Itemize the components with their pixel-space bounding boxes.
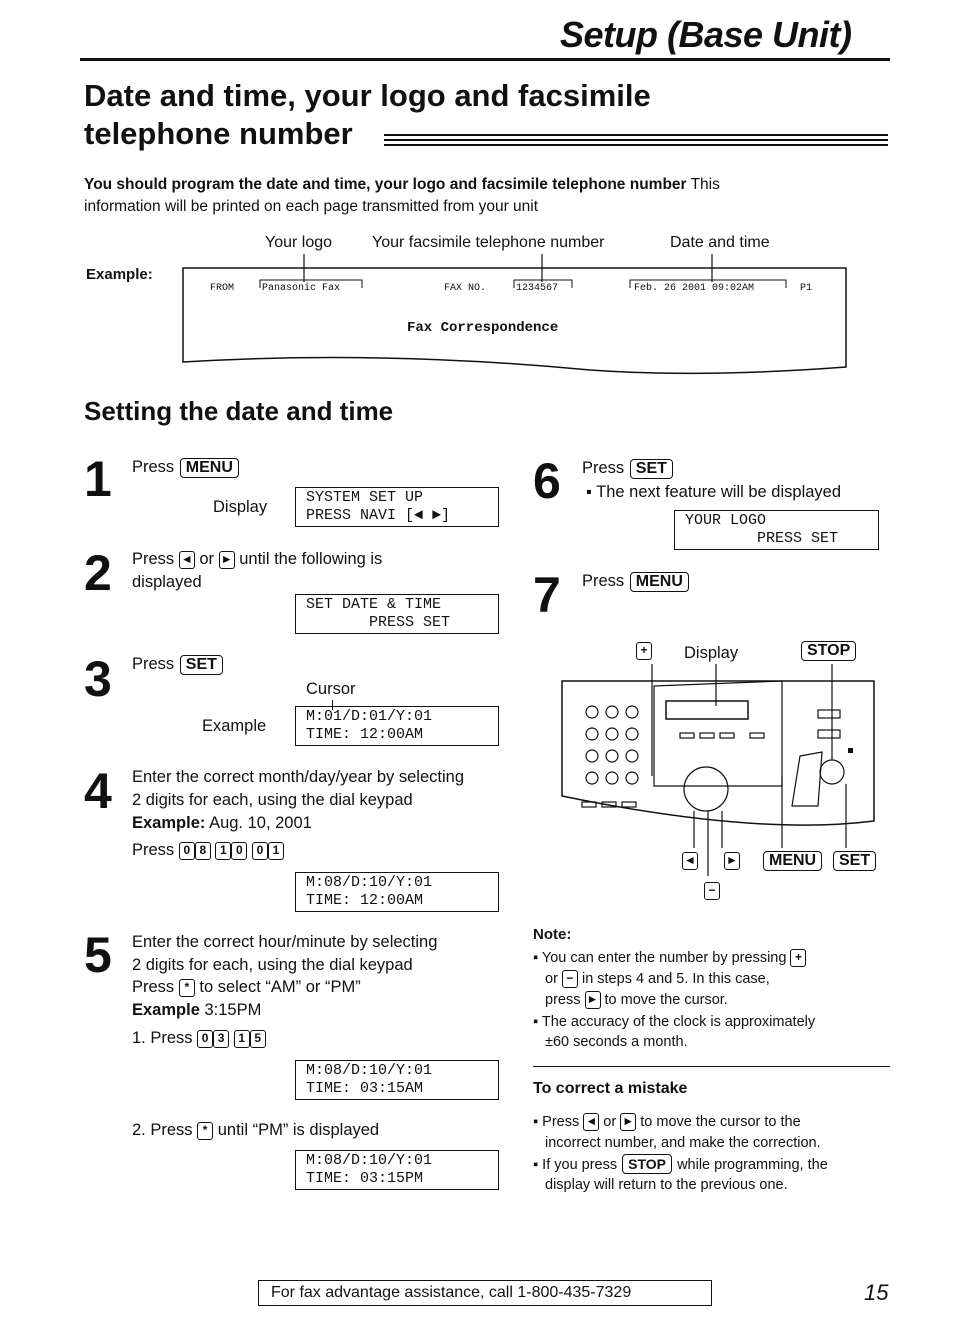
title-double-rule: [384, 134, 888, 146]
star-key-icon: *: [197, 1122, 213, 1140]
step4-lcd: M:08/D:10/Y:01 TIME: 12:00AM: [295, 872, 499, 912]
note1-e: to move the cursor.: [604, 992, 728, 1008]
step4-ex-bold: Example:: [132, 814, 206, 832]
example-body: Fax Correspondence: [407, 320, 559, 336]
step1-lcd: SYSTEM SET UP PRESS NAVI [◄ ►]: [295, 487, 499, 527]
minus-key-icon: −: [704, 882, 720, 900]
right-arrow-icon: ►: [585, 991, 601, 1009]
key-0-icon: 0: [197, 1030, 213, 1048]
key-0-icon: 0: [252, 842, 268, 860]
step5-press: Press: [132, 978, 175, 996]
set-key: SET: [630, 459, 673, 479]
step1-number: 1: [84, 451, 112, 507]
section-header: Setup (Base Unit): [560, 14, 852, 55]
correct2-c: display will return to the previous one.: [545, 1177, 788, 1193]
step6-line2: ▪ The next feature will be displayed: [586, 483, 842, 501]
step1-press: Press: [132, 458, 175, 476]
correct-title: To correct a mistake: [533, 1080, 688, 1097]
step7-press: Press: [582, 572, 625, 590]
stop-key: STOP: [622, 1154, 672, 1174]
left-arrow-icon: ◄: [179, 551, 195, 569]
step2-until: until the following is: [239, 550, 383, 568]
step2-number: 2: [84, 545, 112, 601]
step3-example: Example: [202, 717, 267, 735]
correct2-a: ▪ If you press: [533, 1157, 618, 1173]
step4-number: 4: [84, 763, 112, 819]
menu-key: MENU: [763, 851, 822, 871]
key-8-icon: 8: [195, 842, 211, 860]
step2-line2: displayed: [132, 573, 202, 591]
step5-number: 5: [84, 927, 112, 983]
correct1-b: or: [603, 1114, 617, 1130]
example-logo-value: Panasonic Fax: [262, 283, 341, 294]
step5-sub1: 1. Press: [132, 1029, 193, 1047]
plus-key-icon: +: [790, 949, 806, 967]
plus-key-icon: +: [636, 642, 652, 660]
star-key-icon: *: [179, 979, 195, 997]
step5-sub2: 2. Press: [132, 1121, 193, 1139]
key-0-icon: 0: [179, 842, 195, 860]
page-title-line2: telephone number: [84, 116, 353, 151]
caption-fax: Your facsimile telephone number: [372, 234, 605, 251]
step5-line3: to select “AM” or “PM”: [199, 978, 361, 996]
page-title-line1: Date and time, your logo and facsimile: [84, 78, 651, 113]
intro-paragraph: [84, 174, 884, 218]
footer-assistance: For fax advantage assistance, call 1-800-435-7329: [258, 1280, 712, 1306]
step4-line2: 2 digits for each, using the dial keypad: [132, 791, 413, 809]
page-number: 15: [864, 1280, 889, 1305]
note1-c: in steps 4 and 5. In this case,: [581, 971, 770, 987]
left-arrow-icon: ◄: [682, 852, 698, 870]
step2-or: or: [199, 550, 215, 568]
step1-display-label: Display: [213, 498, 268, 516]
correct1-d: incorrect number, and make the correction.: [545, 1135, 821, 1151]
caption-logo: Your logo: [265, 234, 333, 251]
step3-press: Press: [132, 655, 175, 673]
note2-b: ±60 seconds a month.: [545, 1034, 688, 1050]
step4-ex-val: Aug. 10, 2001: [209, 814, 312, 832]
example-page: P1: [800, 283, 813, 294]
step5-sub2-rest: until “PM” is displayed: [217, 1121, 380, 1139]
intro-rest: This: [690, 176, 720, 193]
key-0-icon: 0: [231, 842, 247, 860]
right-arrow-icon: ►: [219, 551, 235, 569]
key-1-icon: 1: [215, 842, 231, 860]
header-rule: [80, 58, 890, 61]
step3-number: 3: [84, 651, 112, 707]
note-title: Note:: [533, 926, 572, 943]
key-1-icon: 1: [234, 1030, 250, 1048]
key-5-icon: 5: [250, 1030, 266, 1048]
example-fax-outline: [180, 252, 852, 382]
right-arrow-icon: ►: [724, 852, 740, 870]
correct1-a: ▪ Press: [533, 1114, 580, 1130]
example-date-value: Feb. 26 2001 09:02AM: [634, 283, 755, 294]
step4-press: Press: [132, 841, 175, 859]
caption-date: Date and time: [670, 234, 770, 251]
note-divider: [533, 1066, 890, 1067]
step7-number: 7: [533, 567, 561, 623]
intro-bold: You should program the date and time, your logo and facsimile telephone number: [84, 176, 687, 193]
example-fax-no-label: FAX NO.: [444, 283, 487, 294]
section-title: Setting the date and time: [84, 396, 394, 426]
step5-ex-bold: Example: [132, 1001, 200, 1019]
step6-lcd: YOUR LOGO PRESS SET: [674, 510, 879, 550]
step2-press: Press: [132, 550, 175, 568]
key-1-icon: 1: [268, 842, 284, 860]
step3-lcd: M:01/D:01/Y:01 TIME: 12:00AM: [295, 706, 499, 746]
note1-d: press: [545, 992, 581, 1008]
intro-line2: information will be printed on each page transmitted from your unit: [84, 198, 539, 215]
step5-ex-val: 3:15PM: [204, 1001, 262, 1019]
example-label: Example:: [86, 266, 153, 283]
step4-line1: Enter the correct month/day/year by selecting: [132, 768, 464, 786]
step6-press: Press: [582, 459, 625, 477]
step5-lcd2: M:08/D:10/Y:01 TIME: 03:15PM: [295, 1150, 499, 1190]
right-arrow-icon: ►: [620, 1113, 636, 1131]
step5-lcd1: M:08/D:10/Y:01 TIME: 03:15AM: [295, 1060, 499, 1100]
correct2-b: while programming, the: [677, 1157, 828, 1173]
step2-lcd: SET DATE & TIME PRESS SET: [295, 594, 499, 634]
note2-a: ▪ The accuracy of the clock is approximately: [533, 1014, 816, 1030]
left-arrow-icon: ◄: [583, 1113, 599, 1131]
menu-key: MENU: [180, 458, 239, 478]
correct1-c: to move the cursor to the: [640, 1114, 801, 1130]
minus-key-icon: −: [562, 970, 578, 988]
set-key: SET: [180, 655, 223, 675]
note1-b: or: [545, 971, 558, 987]
step5-line2: 2 digits for each, using the dial keypad: [132, 956, 413, 974]
step5-line1: Enter the correct hour/minute by selecting: [132, 933, 438, 951]
note1-a: ▪ You can enter the number by pressing: [533, 950, 787, 966]
step3-cursor: Cursor: [306, 680, 356, 698]
step6-number: 6: [533, 453, 561, 509]
set-key: SET: [833, 851, 876, 871]
diagram-display-label: Display: [684, 644, 739, 662]
menu-key: MENU: [630, 572, 689, 592]
key-3-icon: 3: [213, 1030, 229, 1048]
example-from: FROM: [210, 283, 235, 294]
example-fax-no-value: 1234567: [516, 283, 559, 294]
stop-key: STOP: [801, 641, 856, 661]
